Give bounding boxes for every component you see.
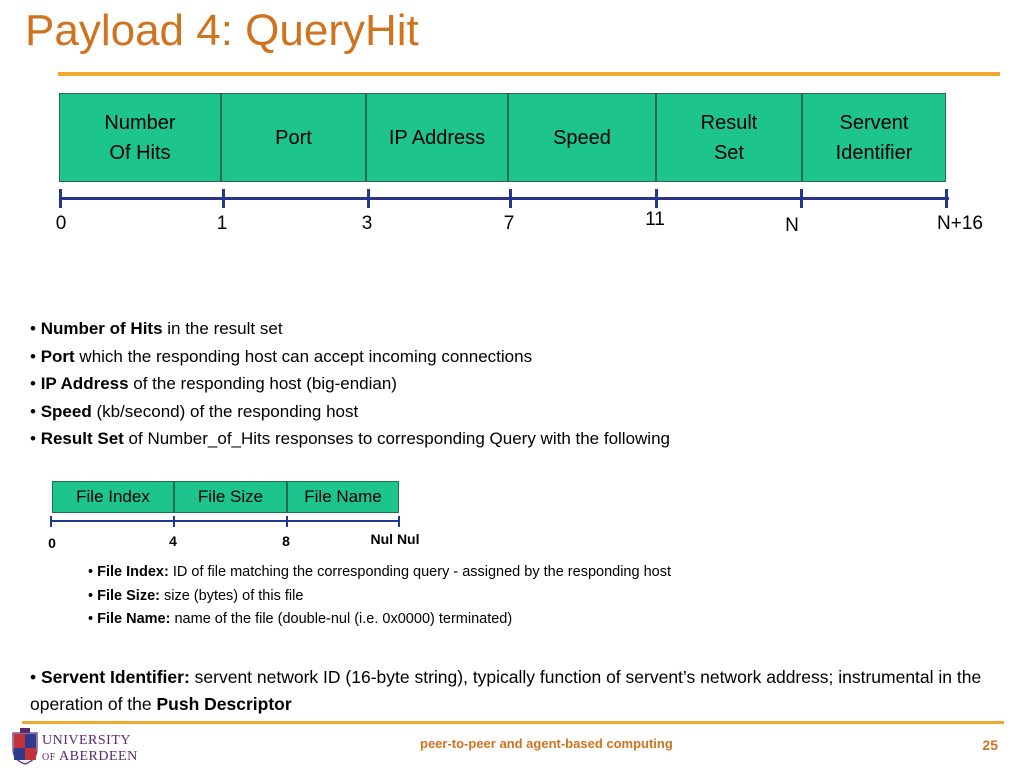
list-item-term: File Size: [97, 587, 160, 604]
list-item-text: ID of file matching the corresponding query - assigned by the responding host [168, 564, 671, 580]
servent-term: Servent Identifier: [41, 667, 190, 687]
list-item-text: size (bytes) of this file [159, 587, 304, 604]
title-divider [58, 72, 1000, 76]
university-logo [12, 725, 142, 767]
list-item-text: (kb/second) of the responding host [91, 401, 359, 421]
footer-divider [22, 721, 1004, 724]
field-port [221, 93, 366, 182]
list-item-term: Result Set [40, 429, 124, 448]
tick-label: 8 [282, 533, 290, 549]
result-set-axis [50, 520, 400, 522]
list-item-text: of Number_of_Hits responses to corresponding Query with the following [123, 429, 670, 448]
field-file-size: File Size [174, 481, 287, 513]
list-item-text: which the responding host can accept incoming connections [74, 346, 533, 366]
tick-label: Nul Nul [370, 531, 420, 547]
list-item-text: of the responding host (big-endian) [128, 374, 397, 393]
logo-aberdeen: ABERDEEN [59, 749, 138, 764]
list-item: • Port which the responding host can accept incoming connections [30, 346, 533, 366]
list-item-term: File Index: [97, 564, 169, 580]
axis-tick [50, 516, 52, 527]
axis-tick [222, 189, 225, 208]
field-ip-address [366, 93, 508, 182]
field-servent-identifier [802, 93, 946, 182]
list-item-term: File Name: [97, 611, 171, 627]
axis-tick [800, 189, 803, 208]
list-item: • File Name: name of the file (double-nul (i.e. 0x0000) terminated) [88, 611, 513, 627]
list-item-term: Speed [40, 401, 92, 421]
field-label: Number Of Hits [104, 111, 176, 164]
tick-label: N+16 [937, 213, 983, 234]
field-description-list [30, 315, 670, 453]
field-number-of-hits [59, 93, 221, 182]
list-item: • Number of Hits in the result set [30, 319, 283, 338]
list-item: • File Size: size (bytes) of this file [88, 587, 304, 604]
list-item-text: name of the file (double-nul (i.e. 0x0000) terminated) [170, 611, 513, 627]
tick-label: 0 [48, 535, 56, 551]
logo-wordmark-line2 [42, 749, 138, 765]
axis-tick [945, 189, 948, 208]
tick-label: 7 [503, 213, 515, 234]
list-item-text: in the result set [162, 319, 283, 338]
servent-text: servent network ID (16-byte string), typically function of servent’s network address; instrumental in the operation of the [30, 667, 982, 714]
field-file-name: File Name [287, 481, 399, 513]
list-item: • Result Set of Number_of_Hits responses to corresponding Query with the following [30, 429, 670, 448]
field-label: Servent Identifier [835, 111, 913, 164]
tick-label: N [785, 215, 799, 236]
axis-tick [398, 516, 400, 527]
result-set-description-list [88, 561, 671, 632]
logo-of: OF [42, 752, 56, 763]
crest-icon [12, 727, 38, 765]
field-speed [508, 93, 656, 182]
tick-label: 11 [645, 209, 665, 230]
list-item-term: Port [40, 346, 75, 366]
page-number: 25 [982, 737, 998, 753]
axis-tick [173, 516, 175, 527]
field-file-index: File Index [52, 481, 174, 513]
tick-label: 1 [216, 213, 228, 234]
field-label: Result Set [700, 111, 758, 164]
list-item: • Speed (kb/second) of the responding host [30, 401, 359, 421]
field-label: IP Address [388, 126, 486, 149]
servent-identifier-description: • Servent Identifier: servent network ID (16-byte string), typically function of servent’s network address; instrumental in the operation of the Push Descriptor [30, 667, 982, 714]
axis-tick [59, 189, 62, 208]
logo-wordmark-line1: UNIVERSITY [42, 733, 131, 748]
tick-label: 3 [361, 213, 373, 234]
tick-label: 4 [169, 533, 177, 549]
push-descriptor-term: Push Descriptor [156, 694, 292, 714]
list-item-term: Number of Hits [40, 319, 163, 338]
list-item: • File Index: ID of file matching the corresponding query - assigned by the responding host [88, 564, 671, 580]
field-result-set [656, 93, 802, 182]
list-item-term: IP Address [40, 374, 129, 393]
axis-tick [367, 189, 370, 208]
axis-tick [655, 189, 658, 208]
list-item: • IP Address of the responding host (big-endian) [30, 374, 397, 393]
axis-tick [286, 516, 288, 527]
tick-label: 0 [55, 213, 67, 234]
packet-axis [59, 197, 949, 200]
axis-tick [509, 189, 512, 208]
course-title: peer-to-peer and agent-based computing [420, 736, 673, 751]
slide-title: Payload 4: QueryHit [25, 6, 419, 55]
field-label: Port [275, 126, 312, 149]
field-label: Speed [553, 126, 611, 149]
